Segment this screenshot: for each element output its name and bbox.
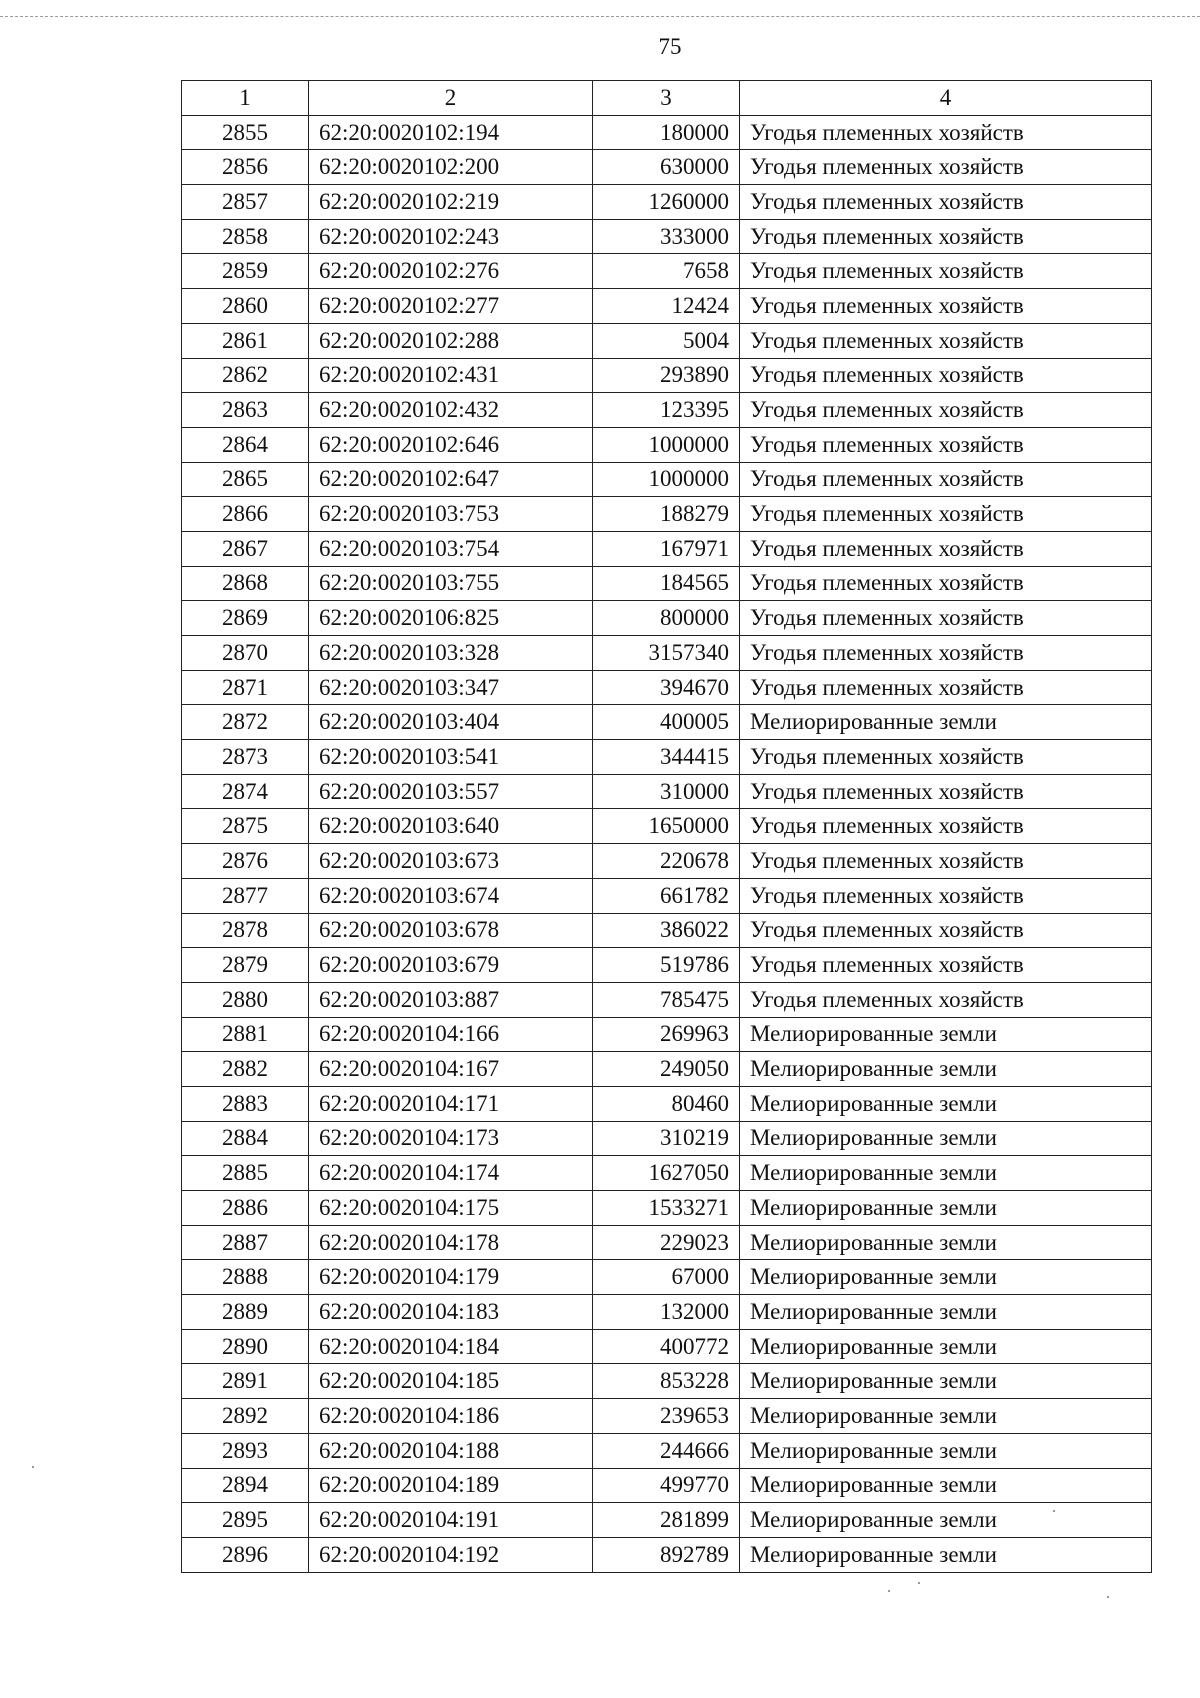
cadastral-number: 62:20:0020104:189	[309, 1468, 593, 1503]
area-value: 661782	[593, 878, 740, 913]
row-number: 2884	[182, 1121, 309, 1156]
table-row	[182, 1364, 1152, 1399]
area-value: 1627050	[593, 1156, 740, 1191]
area-value: 67000	[593, 1260, 740, 1295]
table-header	[182, 81, 1152, 116]
table-row	[182, 1537, 1152, 1572]
cadastral-number: 62:20:0020104:173	[309, 1121, 593, 1156]
land-category: Угодья племенных хозяйств	[740, 601, 1152, 636]
row-number: 2879	[182, 948, 309, 983]
column-header-2: 2	[309, 81, 593, 116]
table-row	[182, 254, 1152, 289]
land-category: Мелиорированные земли	[740, 1364, 1152, 1399]
scan-speck	[1107, 1596, 1109, 1598]
column-header-3: 3	[593, 81, 740, 116]
area-value: 244666	[593, 1433, 740, 1468]
area-value: 1650000	[593, 809, 740, 844]
table-row	[182, 566, 1152, 601]
row-number: 2867	[182, 531, 309, 566]
cadastral-number: 62:20:0020104:191	[309, 1503, 593, 1538]
land-category: Угодья племенных хозяйств	[740, 809, 1152, 844]
row-number: 2870	[182, 636, 309, 671]
area-value: 132000	[593, 1295, 740, 1330]
area-value: 386022	[593, 913, 740, 948]
area-value: 239653	[593, 1399, 740, 1434]
row-number: 2891	[182, 1364, 309, 1399]
table-row	[182, 1329, 1152, 1364]
row-number: 2887	[182, 1225, 309, 1260]
land-category: Мелиорированные земли	[740, 1329, 1152, 1364]
row-number: 2858	[182, 219, 309, 254]
land-register-table	[181, 80, 1152, 1573]
cadastral-number: 62:20:0020104:188	[309, 1433, 593, 1468]
row-number: 2855	[182, 115, 309, 150]
cadastral-number: 62:20:0020102:243	[309, 219, 593, 254]
area-value: 12424	[593, 289, 740, 324]
land-category: Угодья племенных хозяйств	[740, 393, 1152, 428]
cadastral-number: 62:20:0020102:276	[309, 254, 593, 289]
land-category: Мелиорированные земли	[740, 1503, 1152, 1538]
row-number: 2883	[182, 1086, 309, 1121]
area-value: 344415	[593, 740, 740, 775]
area-value: 333000	[593, 219, 740, 254]
table-row	[182, 1086, 1152, 1121]
land-category: Угодья племенных хозяйств	[740, 670, 1152, 705]
table-row	[182, 948, 1152, 983]
cadastral-number: 62:20:0020102:200	[309, 150, 593, 185]
table-row	[182, 289, 1152, 324]
cadastral-number: 62:20:0020104:183	[309, 1295, 593, 1330]
cadastral-number: 62:20:0020106:825	[309, 601, 593, 636]
table-row	[182, 427, 1152, 462]
land-category: Угодья племенных хозяйств	[740, 427, 1152, 462]
cadastral-number: 62:20:0020104:166	[309, 1017, 593, 1052]
land-category: Мелиорированные земли	[740, 1260, 1152, 1295]
area-value: 249050	[593, 1052, 740, 1087]
cadastral-number: 62:20:0020103:557	[309, 774, 593, 809]
row-number: 2888	[182, 1260, 309, 1295]
row-number: 2874	[182, 774, 309, 809]
row-number: 2875	[182, 809, 309, 844]
area-value: 229023	[593, 1225, 740, 1260]
cadastral-number: 62:20:0020103:755	[309, 566, 593, 601]
area-value: 123395	[593, 393, 740, 428]
table-row	[182, 1260, 1152, 1295]
area-value: 3157340	[593, 636, 740, 671]
row-number: 2877	[182, 878, 309, 913]
cadastral-number: 62:20:0020103:754	[309, 531, 593, 566]
land-category: Угодья племенных хозяйств	[740, 289, 1152, 324]
row-number: 2860	[182, 289, 309, 324]
land-category: Угодья племенных хозяйств	[740, 254, 1152, 289]
cadastral-number: 62:20:0020104:167	[309, 1052, 593, 1087]
cadastral-number: 62:20:0020103:679	[309, 948, 593, 983]
area-value: 499770	[593, 1468, 740, 1503]
table-row	[182, 358, 1152, 393]
land-category: Угодья племенных хозяйств	[740, 219, 1152, 254]
table-row	[182, 115, 1152, 150]
cadastral-number: 62:20:0020103:640	[309, 809, 593, 844]
cadastral-number: 62:20:0020104:171	[309, 1086, 593, 1121]
table-row	[182, 1156, 1152, 1191]
land-category: Мелиорированные земли	[740, 1225, 1152, 1260]
scan-edge-line	[0, 16, 1200, 17]
land-category: Мелиорированные земли	[740, 1121, 1152, 1156]
area-value: 269963	[593, 1017, 740, 1052]
column-header-4: 4	[740, 81, 1152, 116]
row-number: 2894	[182, 1468, 309, 1503]
area-value: 853228	[593, 1364, 740, 1399]
land-category: Угодья племенных хозяйств	[740, 774, 1152, 809]
cadastral-number: 62:20:0020104:174	[309, 1156, 593, 1191]
row-number: 2862	[182, 358, 309, 393]
land-category: Мелиорированные земли	[740, 1191, 1152, 1226]
area-value: 80460	[593, 1086, 740, 1121]
land-category: Мелиорированные земли	[740, 1468, 1152, 1503]
table-row	[182, 150, 1152, 185]
land-category: Угодья племенных хозяйств	[740, 740, 1152, 775]
cadastral-number: 62:20:0020103:678	[309, 913, 593, 948]
row-number: 2896	[182, 1537, 309, 1572]
table-row	[182, 982, 1152, 1017]
table-row	[182, 462, 1152, 497]
cadastral-number: 62:20:0020102:219	[309, 185, 593, 220]
area-value: 167971	[593, 531, 740, 566]
table-row	[182, 1191, 1152, 1226]
cadastral-number: 62:20:0020103:541	[309, 740, 593, 775]
area-value: 220678	[593, 844, 740, 879]
row-number: 2892	[182, 1399, 309, 1434]
cadastral-number: 62:20:0020103:328	[309, 636, 593, 671]
row-number: 2872	[182, 705, 309, 740]
table-row	[182, 670, 1152, 705]
cadastral-number: 62:20:0020104:184	[309, 1329, 593, 1364]
table-body	[182, 115, 1152, 1572]
land-category: Угодья племенных хозяйств	[740, 878, 1152, 913]
area-value: 184565	[593, 566, 740, 601]
row-number: 2890	[182, 1329, 309, 1364]
area-value: 281899	[593, 1503, 740, 1538]
table-row	[182, 531, 1152, 566]
land-category: Угодья племенных хозяйств	[740, 185, 1152, 220]
table-row	[182, 219, 1152, 254]
area-value: 800000	[593, 601, 740, 636]
table-row	[182, 1399, 1152, 1434]
area-value: 310000	[593, 774, 740, 809]
table-row	[182, 1225, 1152, 1260]
table-row	[182, 844, 1152, 879]
land-category: Мелиорированные земли	[740, 1537, 1152, 1572]
land-category: Мелиорированные земли	[740, 1295, 1152, 1330]
land-category: Угодья племенных хозяйств	[740, 115, 1152, 150]
page-number: 75	[658, 34, 682, 59]
cadastral-number: 62:20:0020103:347	[309, 670, 593, 705]
land-category: Угодья племенных хозяйств	[740, 844, 1152, 879]
land-category: Угодья племенных хозяйств	[740, 982, 1152, 1017]
area-value: 519786	[593, 948, 740, 983]
row-number: 2885	[182, 1156, 309, 1191]
row-number: 2871	[182, 670, 309, 705]
cadastral-number: 62:20:0020104:185	[309, 1364, 593, 1399]
land-category: Мелиорированные земли	[740, 1086, 1152, 1121]
cadastral-number: 62:20:0020103:674	[309, 878, 593, 913]
land-category: Мелиорированные земли	[740, 1399, 1152, 1434]
table-row	[182, 705, 1152, 740]
table-row	[182, 1433, 1152, 1468]
area-value: 293890	[593, 358, 740, 393]
row-number: 2856	[182, 150, 309, 185]
scan-speck	[1053, 1510, 1055, 1512]
row-number: 2857	[182, 185, 309, 220]
land-category: Мелиорированные земли	[740, 1052, 1152, 1087]
area-value: 188279	[593, 497, 740, 532]
land-category: Угодья племенных хозяйств	[740, 636, 1152, 671]
area-value: 1000000	[593, 427, 740, 462]
land-category: Мелиорированные земли	[740, 1433, 1152, 1468]
table-row	[182, 1052, 1152, 1087]
land-category: Угодья племенных хозяйств	[740, 150, 1152, 185]
table-row	[182, 323, 1152, 358]
land-category: Мелиорированные земли	[740, 1156, 1152, 1191]
cadastral-number: 62:20:0020102:277	[309, 289, 593, 324]
row-number: 2866	[182, 497, 309, 532]
land-category: Угодья племенных хозяйств	[740, 323, 1152, 358]
row-number: 2859	[182, 254, 309, 289]
cadastral-number: 62:20:0020104:178	[309, 1225, 593, 1260]
area-value: 310219	[593, 1121, 740, 1156]
scan-speck	[888, 1590, 890, 1592]
area-value: 892789	[593, 1537, 740, 1572]
area-value: 400772	[593, 1329, 740, 1364]
land-category: Угодья племенных хозяйств	[740, 497, 1152, 532]
cadastral-number: 62:20:0020102:431	[309, 358, 593, 393]
row-number: 2861	[182, 323, 309, 358]
row-number: 2873	[182, 740, 309, 775]
cadastral-number: 62:20:0020102:432	[309, 393, 593, 428]
row-number: 2865	[182, 462, 309, 497]
row-number: 2895	[182, 1503, 309, 1538]
row-number: 2889	[182, 1295, 309, 1330]
table-row	[182, 740, 1152, 775]
land-category: Угодья племенных хозяйств	[740, 566, 1152, 601]
land-category: Угодья племенных хозяйств	[740, 948, 1152, 983]
table-row	[182, 1017, 1152, 1052]
area-value: 180000	[593, 115, 740, 150]
column-header-1: 1	[182, 81, 309, 116]
area-value: 5004	[593, 323, 740, 358]
row-number: 2878	[182, 913, 309, 948]
area-value: 394670	[593, 670, 740, 705]
cadastral-number: 62:20:0020104:186	[309, 1399, 593, 1434]
cadastral-number: 62:20:0020102:647	[309, 462, 593, 497]
cadastral-number: 62:20:0020104:179	[309, 1260, 593, 1295]
table-row	[182, 1468, 1152, 1503]
row-number: 2868	[182, 566, 309, 601]
land-category: Угодья племенных хозяйств	[740, 913, 1152, 948]
row-number: 2863	[182, 393, 309, 428]
row-number: 2882	[182, 1052, 309, 1087]
table-row	[182, 636, 1152, 671]
cadastral-number: 62:20:0020102:646	[309, 427, 593, 462]
cadastral-number: 62:20:0020102:288	[309, 323, 593, 358]
table-row	[182, 809, 1152, 844]
area-value: 1533271	[593, 1191, 740, 1226]
row-number: 2893	[182, 1433, 309, 1468]
row-number: 2880	[182, 982, 309, 1017]
area-value: 785475	[593, 982, 740, 1017]
cadastral-number: 62:20:0020102:194	[309, 115, 593, 150]
area-value: 7658	[593, 254, 740, 289]
row-number: 2886	[182, 1191, 309, 1226]
area-value: 1000000	[593, 462, 740, 497]
cadastral-number: 62:20:0020103:404	[309, 705, 593, 740]
table-row	[182, 878, 1152, 913]
table-row	[182, 497, 1152, 532]
table-row	[182, 393, 1152, 428]
scan-speck	[32, 1466, 34, 1468]
area-value: 630000	[593, 150, 740, 185]
table-row	[182, 601, 1152, 636]
table-row	[182, 1295, 1152, 1330]
table-row	[182, 913, 1152, 948]
row-number: 2876	[182, 844, 309, 879]
area-value: 400005	[593, 705, 740, 740]
land-category: Мелиорированные земли	[740, 705, 1152, 740]
table-row	[182, 774, 1152, 809]
table-row	[182, 1121, 1152, 1156]
land-category: Угодья племенных хозяйств	[740, 531, 1152, 566]
row-number: 2864	[182, 427, 309, 462]
cadastral-number: 62:20:0020103:753	[309, 497, 593, 532]
land-category: Угодья племенных хозяйств	[740, 462, 1152, 497]
land-category: Мелиорированные земли	[740, 1017, 1152, 1052]
cadastral-number: 62:20:0020104:192	[309, 1537, 593, 1572]
scan-speck	[918, 1582, 920, 1584]
cadastral-number: 62:20:0020103:673	[309, 844, 593, 879]
cadastral-number: 62:20:0020104:175	[309, 1191, 593, 1226]
row-number: 2881	[182, 1017, 309, 1052]
table-row	[182, 185, 1152, 220]
table-row	[182, 1503, 1152, 1538]
header-row	[182, 81, 1152, 116]
cadastral-number: 62:20:0020103:887	[309, 982, 593, 1017]
land-category: Угодья племенных хозяйств	[740, 358, 1152, 393]
area-value: 1260000	[593, 185, 740, 220]
row-number: 2869	[182, 601, 309, 636]
